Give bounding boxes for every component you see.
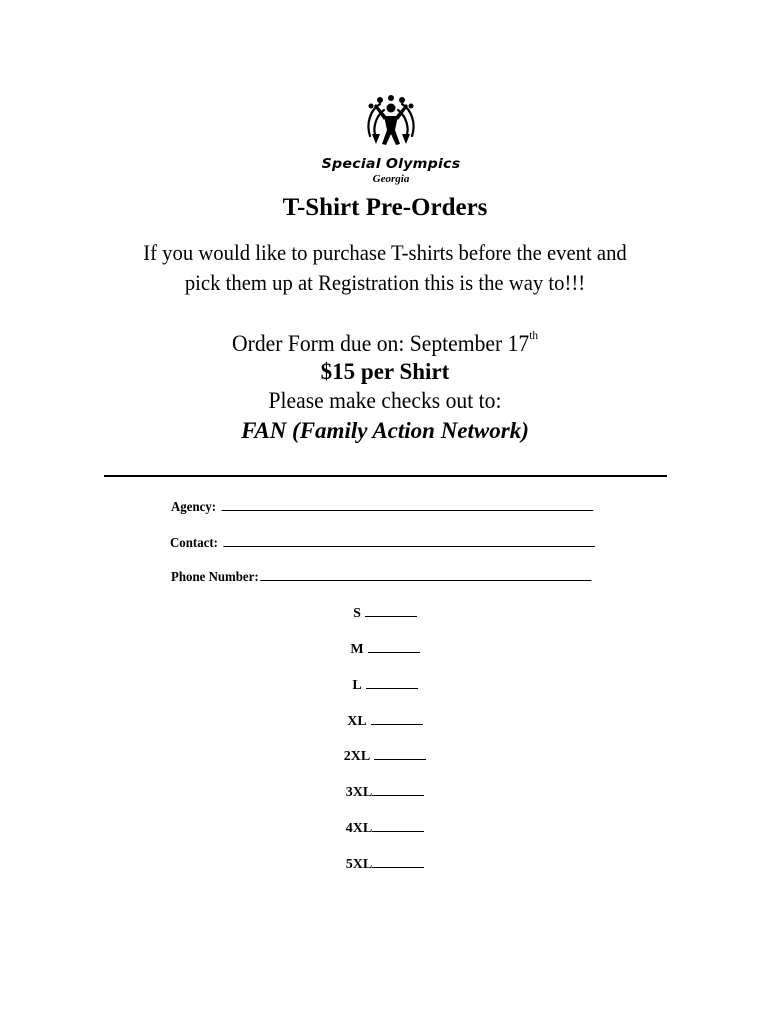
size-row [0,712,770,730]
intro-line-2: pick them up at Registration this is the way to!!! [184,270,586,295]
section-divider [104,475,667,477]
size-row [0,640,770,658]
size-label: 2XL [343,749,371,764]
size-quantity-line[interactable] [366,676,418,689]
special-olympics-logo [316,94,466,186]
phone-input-line[interactable] [260,568,591,581]
size-label: S [353,606,361,621]
size-label: 3XL [345,785,373,800]
logo-state: Georgia [372,173,410,185]
agency-label: Agency: [171,500,217,515]
intro-text [23,238,747,298]
size-quantity-line[interactable] [372,783,424,796]
size-row [0,604,770,622]
size-quantity-line[interactable] [371,712,423,725]
checks-label: Please make checks out to: [268,388,502,413]
agency-input-line[interactable] [222,498,594,511]
size-row [0,747,770,765]
special-olympics-figure-icon [362,94,420,152]
size-quantity-line[interactable] [374,747,426,760]
size-row [0,855,770,873]
phone-label: Phone Number: [171,570,259,585]
size-label: 5XL [345,857,373,872]
contact-field [170,534,595,552]
size-label: 4XL [345,821,373,836]
due-date-suffix: th [529,328,538,342]
due-date-label: Order Form due on: September 17 [232,331,530,356]
size-row [0,783,770,801]
logo-wordmark: Special Olympics [321,156,461,172]
size-label: XL [347,714,367,729]
size-row [0,676,770,694]
contact-label: Contact: [170,536,218,551]
size-quantity-line[interactable] [372,819,424,832]
size-quantity-line[interactable] [368,640,420,653]
price-per-shirt: $15 per Shirt [320,359,450,384]
due-date [23,328,747,357]
intro-line-1: If you would like to purchase T-shirts before the event and [143,240,627,265]
payee-name: FAN (Family Action Network) [241,418,529,443]
phone-field [171,568,592,586]
size-quantity-line[interactable] [372,855,424,868]
size-row [0,819,770,837]
contact-input-line[interactable] [223,534,595,547]
agency-field [171,498,593,516]
size-label: M [350,642,364,657]
size-label: L [352,678,362,693]
size-quantity-line[interactable] [365,604,417,617]
page-title: T-Shirt Pre-Orders [282,194,488,221]
